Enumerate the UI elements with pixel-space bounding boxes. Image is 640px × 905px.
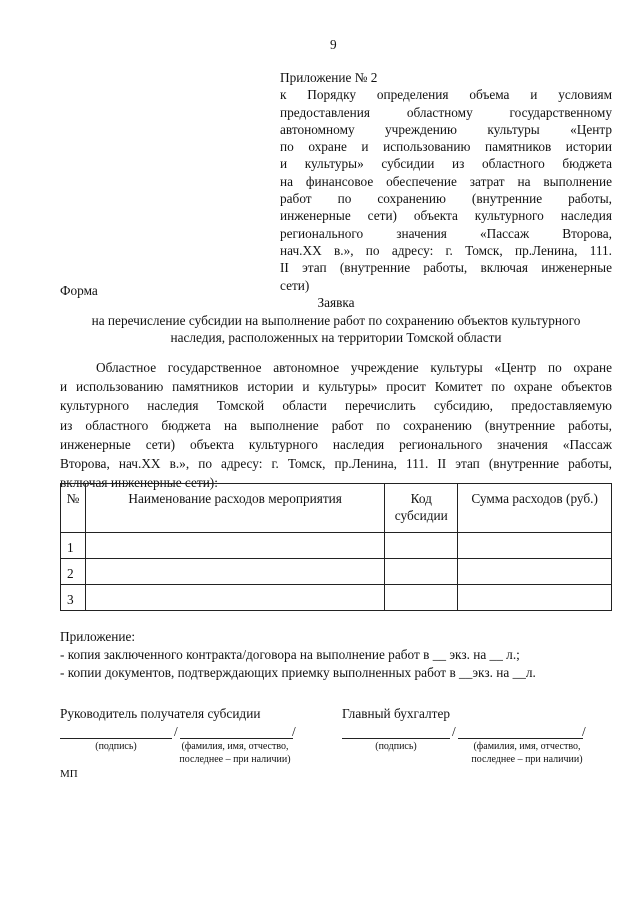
attachments: [60, 628, 536, 682]
slash: /: [452, 724, 456, 739]
left-signature-title: Руководитель получателя субсидии: [60, 706, 261, 721]
appendix-line: нач.XX в.», по адресу: г. Томск, пр.Ленина, 111.: [280, 242, 612, 258]
expenses-table: [60, 483, 612, 611]
table-header-row: [61, 484, 612, 533]
paragraph-line: культурного наследия Томской области перечислить субсидию, предоставляемую: [60, 398, 612, 414]
signature-note: (подпись): [95, 741, 137, 752]
title-line: наследия, расположенных на территории Томской области: [170, 330, 502, 345]
appendix-line: II этап (внутренние работы, включая инженерные: [280, 260, 612, 276]
slash: /: [292, 724, 296, 739]
row-code-cell[interactable]: [385, 585, 458, 611]
row-sum-cell[interactable]: [458, 585, 612, 611]
slash: /: [582, 724, 586, 739]
paragraph-line: Областное государственное автономное учреждение культуры «Центр по охране: [96, 360, 612, 375]
name-note: [462, 740, 592, 766]
table-row: [61, 559, 612, 585]
appendix-line: сети): [280, 277, 310, 293]
signature-note: (подпись): [375, 741, 417, 752]
appendix-line: на финансовое обеспечение затрат на выполнение: [280, 173, 612, 189]
attachments-heading: Приложение:: [60, 629, 136, 644]
name-note-line: (фамилия, имя, отчество,: [181, 741, 289, 752]
name-line[interactable]: [180, 724, 293, 739]
page-number: 9: [330, 37, 337, 52]
header-number: №: [61, 484, 86, 533]
appendix-line: регионального значения «Пассаж Второва,: [280, 225, 612, 241]
attachment-item: - копия заключенного контракта/договора на выполнение работ в __ экз. на __ л.;: [60, 647, 520, 662]
header-sum: Сумма расходов (руб.): [458, 484, 612, 533]
appendix-line: инженерные сети) объекта культурного наследия: [280, 208, 612, 224]
paragraph-line: включая инженерные сети):: [60, 475, 218, 491]
appendix-line: автономному учреждению культуры «Центр: [280, 121, 612, 137]
name-note-line: (фамилия, имя, отчество,: [473, 741, 581, 752]
row-number: 3: [61, 585, 86, 611]
appendix-line: работ по сохранению (внутренние работы,: [280, 191, 612, 207]
title-heading: Заявка: [317, 295, 355, 310]
appendix-line: к Порядку определения объема и условиям: [280, 87, 612, 103]
paragraph-line: и использованию памятников истории и культуры» просит Комитет по охране объектов: [60, 379, 612, 395]
table-row: [61, 585, 612, 611]
row-sum-cell[interactable]: [458, 559, 612, 585]
row-code-cell[interactable]: [385, 533, 458, 559]
appendix-line: и культуры» субсидии из областного бюджета: [280, 156, 612, 172]
name-line[interactable]: [458, 724, 583, 739]
stamp-place: МП: [60, 768, 78, 780]
row-number: 2: [61, 559, 86, 585]
name-note-line: последнее – при наличии): [471, 754, 583, 765]
document-title: [60, 294, 612, 347]
paragraph-line: Второва, нач.XX в.», по адресу: г. Томск, пр.Ленина, 111. II этап (внутренние работы,: [60, 456, 612, 472]
slash: /: [174, 724, 178, 739]
table-row: [61, 533, 612, 559]
row-name-cell[interactable]: [85, 559, 384, 585]
appendix-header: [280, 69, 612, 294]
form-label: Форма: [60, 283, 98, 298]
row-name-cell[interactable]: [85, 533, 384, 559]
header-name: Наименование расходов мероприятия: [85, 484, 384, 533]
appendix-line: предоставления областному государственному: [280, 104, 612, 120]
signature-line[interactable]: [342, 724, 450, 739]
request-paragraph: [60, 358, 612, 492]
title-line: на перечисление субсидии на выполнение работ по сохранению объектов культурного: [91, 312, 581, 328]
name-note-line: последнее – при наличии): [179, 754, 291, 765]
row-number: 1: [61, 533, 86, 559]
name-note: [170, 740, 300, 766]
appendix-line: Приложение № 2: [280, 70, 378, 85]
row-code-cell[interactable]: [385, 559, 458, 585]
paragraph-line: из областного бюджета на выполнение работ по сохранению (внутренние работы,: [60, 417, 612, 433]
attachment-item: - копии документов, подтверждающих приемку выполненных работ в __экз. на __л.: [60, 665, 536, 680]
signature-line[interactable]: [60, 724, 172, 739]
header-code: Код субсидии: [385, 484, 458, 533]
appendix-line: по охране и использованию памятников истории: [280, 139, 612, 155]
right-signature-title: Главный бухгалтер: [342, 706, 451, 721]
row-sum-cell[interactable]: [458, 533, 612, 559]
row-name-cell[interactable]: [85, 585, 384, 611]
paragraph-line: инженерные сети) объекта культурного наследия регионального значения «Пассаж: [60, 436, 612, 452]
